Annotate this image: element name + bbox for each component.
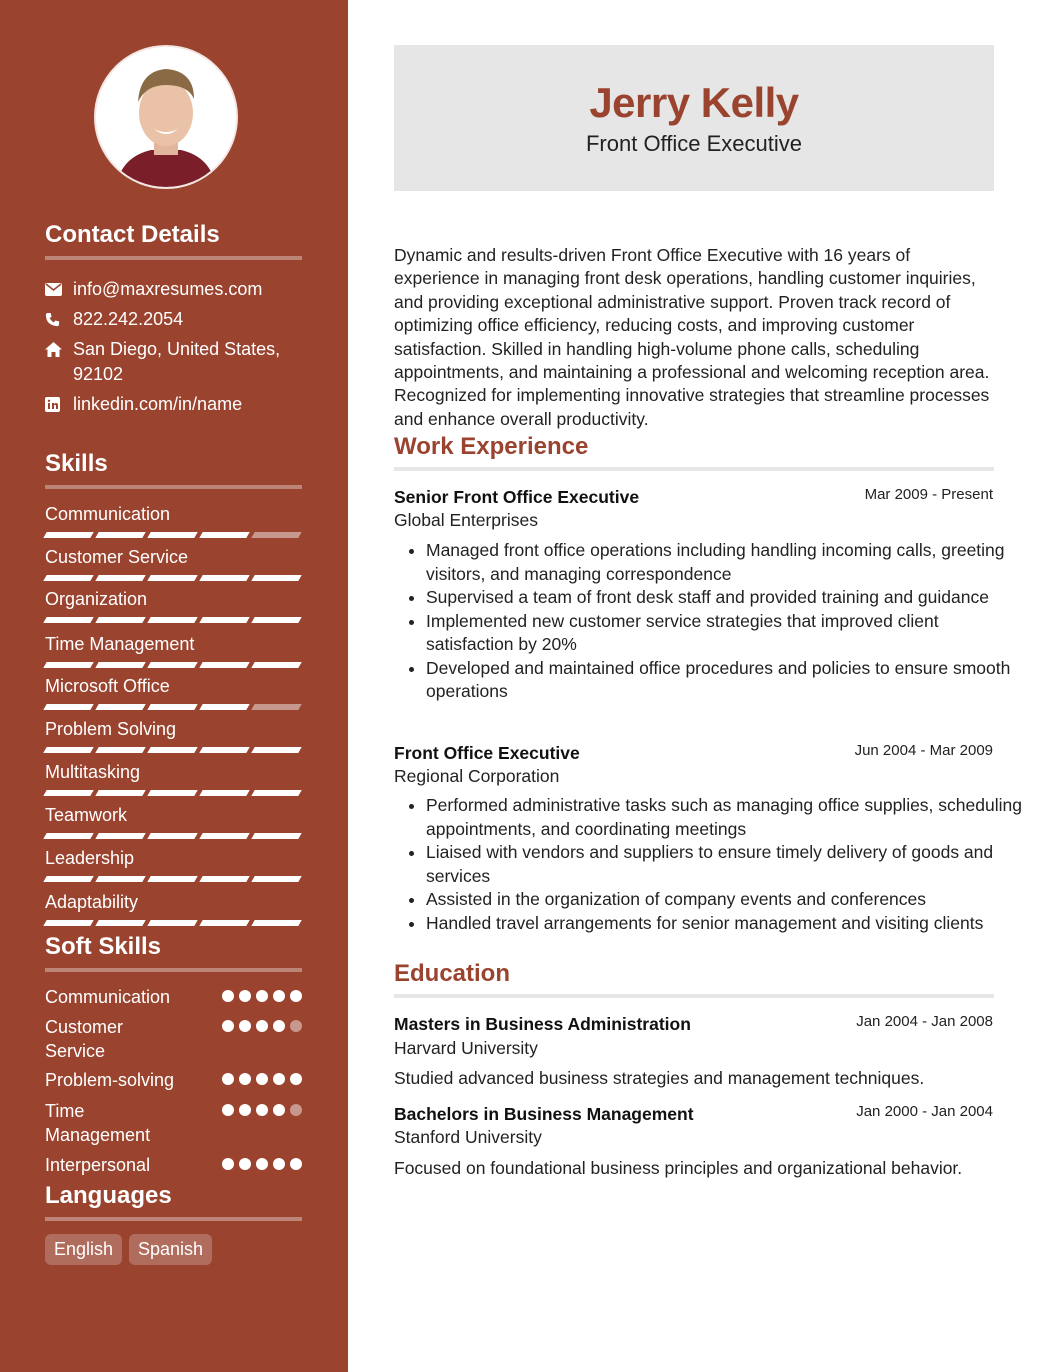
skill-level-segment [147, 833, 197, 839]
languages-heading: Languages [45, 1182, 302, 1221]
language-tag: Spanish [129, 1234, 212, 1265]
skill-level-segment [147, 662, 197, 668]
skill-level-segment [251, 790, 301, 796]
degree-title: Bachelors in Business Management [394, 1104, 694, 1124]
list-item: • Implemented new customer service strategies that improved client satisfaction by 20% [426, 610, 1026, 657]
skill-level-bar [45, 876, 302, 882]
skill-level-segment [147, 532, 197, 538]
skill-level-segment [147, 876, 197, 882]
skill-level-segment [251, 617, 301, 623]
skill-level-segment [199, 617, 249, 623]
soft-skill-item [45, 1015, 302, 1063]
skill-name: Problem Solving [45, 719, 177, 739]
rating-dot [239, 990, 251, 1002]
skill-level-segment [43, 617, 93, 623]
skill-item [45, 847, 302, 882]
education-date: Jan 2004 - Jan 2008 [856, 1013, 993, 1030]
contact-address: San Diego, United States, 92102 [45, 337, 305, 387]
skill-level-segment [95, 575, 145, 581]
skill-item [45, 633, 302, 668]
rating-dot [239, 1158, 251, 1170]
skill-item [45, 588, 302, 623]
rating-dot [239, 1073, 251, 1085]
skill-level-segment [199, 575, 249, 581]
skill-level-segment [147, 704, 197, 710]
sidebar [0, 0, 348, 1372]
skill-level-bar [45, 704, 302, 710]
rating-dot [256, 1104, 268, 1116]
skill-level-segment [95, 920, 145, 926]
rating-dot [239, 1104, 251, 1116]
rating-dot [222, 1073, 234, 1085]
skill-level-segment [43, 876, 93, 882]
skill-level-segment [251, 747, 301, 753]
profile-photo [96, 47, 236, 187]
skill-level-segment [251, 662, 301, 668]
skill-level-segment [43, 704, 93, 710]
contact-linkedin[interactable]: linkedin.com/in/name [45, 392, 305, 417]
skill-name: Teamwork [45, 805, 128, 825]
skill-item [45, 891, 302, 926]
rating-dot [273, 1020, 285, 1032]
rating-dot [222, 990, 234, 1002]
language-tag: English [45, 1234, 122, 1265]
soft-skill-name: Customer Service [45, 1017, 124, 1061]
rating-dot [273, 1104, 285, 1116]
soft-skill-name: Communication [45, 987, 171, 1007]
skill-level-segment [43, 662, 93, 668]
soft-skill-rating [222, 990, 302, 1009]
soft-skill-name: Interpersonal [45, 1155, 151, 1175]
skill-level-segment [43, 747, 93, 753]
skill-level-bar [45, 575, 302, 581]
skill-name: Communication [45, 504, 171, 524]
phone-icon [45, 307, 73, 332]
skill-level-segment [199, 920, 249, 926]
rating-dot [239, 1020, 251, 1032]
skills-heading: Skills [45, 450, 302, 489]
skill-level-segment [147, 920, 197, 926]
list-item: • Assisted in the organization of company events and conferences [426, 888, 1026, 912]
skill-level-bar [45, 662, 302, 668]
job-bullets [394, 539, 1026, 704]
school-name: Stanford University [394, 1127, 542, 1147]
skill-level-bar [45, 790, 302, 796]
skill-name: Microsoft Office [45, 676, 170, 696]
skill-level-segment [43, 833, 93, 839]
avatar [94, 45, 238, 189]
skill-item [45, 804, 302, 839]
skill-level-segment [147, 790, 197, 796]
skill-level-segment [95, 833, 145, 839]
school-name: Harvard University [394, 1038, 538, 1058]
soft-skill-rating [222, 1158, 302, 1177]
full-name: Jerry Kelly [589, 79, 799, 126]
name-header [394, 45, 994, 191]
list-item: • Liaised with vendors and suppliers to ensure timely delivery of goods and services [426, 841, 1026, 888]
skill-level-segment [251, 876, 301, 882]
contact-phone[interactable]: 822.242.2054 [45, 307, 305, 332]
skill-level-bar [45, 617, 302, 623]
list-item: • Handled travel arrangements for senior management and visiting clients [426, 912, 1026, 936]
skill-level-segment [251, 532, 301, 538]
skill-level-segment [147, 747, 197, 753]
contact-details-heading: Contact Details [45, 221, 302, 260]
skill-item [45, 503, 302, 538]
job-title: Front Office Executive [394, 743, 580, 763]
soft-skill-name: Time Management [45, 1101, 151, 1145]
skill-level-segment [43, 575, 93, 581]
skill-name: Time Management [45, 634, 195, 654]
soft-skill-rating [222, 1073, 302, 1092]
skill-level-segment [95, 662, 145, 668]
list-item: • Developed and maintained office procedures and policies to ensure smooth operations [426, 657, 1026, 704]
rating-dot [222, 1104, 234, 1116]
skill-name: Leadership [45, 848, 135, 868]
skill-level-segment [251, 704, 301, 710]
skill-item [45, 761, 302, 796]
skill-level-segment [199, 790, 249, 796]
rating-dot [273, 1073, 285, 1085]
skill-level-segment [95, 747, 145, 753]
soft-skill-item [45, 1153, 302, 1177]
rating-dot [256, 990, 268, 1002]
education-date: Jan 2000 - Jan 2004 [856, 1103, 993, 1120]
rating-dot [256, 1158, 268, 1170]
skill-level-segment [251, 833, 301, 839]
skill-level-segment [147, 575, 197, 581]
list-item: • Supervised a team of front desk staff and provided training and guidance [426, 586, 1026, 610]
work-experience-heading: Work Experience [394, 433, 994, 471]
job-date: Jun 2004 - Mar 2009 [854, 742, 993, 759]
skill-level-segment [251, 920, 301, 926]
rating-dot [256, 1073, 268, 1085]
soft-skill-item [45, 1099, 302, 1147]
education-heading: Education [394, 960, 994, 998]
skill-name: Customer Service [45, 547, 189, 567]
soft-skill-item [45, 985, 302, 1009]
job-company: Global Enterprises [394, 510, 538, 530]
skill-level-segment [95, 617, 145, 623]
skill-level-segment [199, 662, 249, 668]
list-item: • Performed administrative tasks such as managing office supplies, scheduling appointments, and coordinating meetings [426, 794, 1026, 841]
skill-level-segment [199, 747, 249, 753]
linkedin-icon [45, 392, 73, 417]
job-company: Regional Corporation [394, 766, 560, 786]
rating-dot [273, 990, 285, 1002]
rating-dot [222, 1020, 234, 1032]
skill-level-segment [199, 532, 249, 538]
soft-skill-rating [222, 1104, 302, 1147]
summary: Dynamic and results-driven Front Office Executive with 16 years of experience in managing front desk operations, handling customer inquiries, and providing exceptional administrative support. Proven track record of optimizing office efficiency, reducing costs, and improving customer satisfaction. Skilled in handling high-volume phone calls, scheduling appointments, and maintaining a professional and welcoming reception area. Recognized for implementing innovative strategies that streamline processes and enhance overall productivity. [394, 245, 990, 429]
education-description: Focused on foundational business principles and organizational behavior. [394, 1158, 963, 1178]
job-bullets [394, 794, 1026, 935]
skill-level-segment [95, 790, 145, 796]
rating-dot [290, 1073, 302, 1085]
skill-level-segment [95, 532, 145, 538]
skill-name: Adaptability [45, 892, 139, 912]
rating-dot [290, 990, 302, 1002]
rating-dot [290, 1104, 302, 1116]
home-icon [45, 337, 73, 362]
skill-level-segment [147, 617, 197, 623]
list-item: • Managed front office operations including handling incoming calls, greeting visitors, and managing correspondence [426, 539, 1026, 586]
skill-level-segment [43, 532, 93, 538]
skill-level-segment [199, 704, 249, 710]
rating-dot [256, 1020, 268, 1032]
job-title: Senior Front Office Executive [394, 487, 640, 507]
skill-level-segment [43, 790, 93, 796]
education-description: Studied advanced business strategies and management techniques. [394, 1068, 925, 1088]
envelope-icon [45, 277, 73, 302]
skill-item [45, 546, 302, 581]
skill-level-bar [45, 920, 302, 926]
soft-skills-heading: Soft Skills [45, 933, 302, 972]
skill-level-segment [95, 704, 145, 710]
soft-skill-name: Problem-solving [45, 1070, 175, 1090]
skill-item [45, 675, 302, 710]
soft-skill-rating [222, 1020, 302, 1063]
skill-level-segment [43, 920, 93, 926]
skill-name: Multitasking [45, 762, 141, 782]
rating-dot [290, 1158, 302, 1170]
skill-level-bar [45, 833, 302, 839]
skill-level-bar [45, 532, 302, 538]
skill-item [45, 718, 302, 753]
rating-dot [273, 1158, 285, 1170]
skill-level-segment [199, 833, 249, 839]
job-title-heading: Front Office Executive [585, 131, 802, 156]
degree-title: Masters in Business Administration [394, 1014, 691, 1034]
rating-dot [290, 1020, 302, 1032]
job-date: Mar 2009 - Present [864, 486, 993, 503]
skill-level-segment [199, 876, 249, 882]
rating-dot [222, 1158, 234, 1170]
skill-level-bar [45, 747, 302, 753]
skill-name: Organization [45, 589, 148, 609]
skill-level-segment [95, 876, 145, 882]
contact-email[interactable]: info@maxresumes.com [45, 277, 305, 302]
soft-skill-item [45, 1068, 302, 1092]
skill-level-segment [251, 575, 301, 581]
